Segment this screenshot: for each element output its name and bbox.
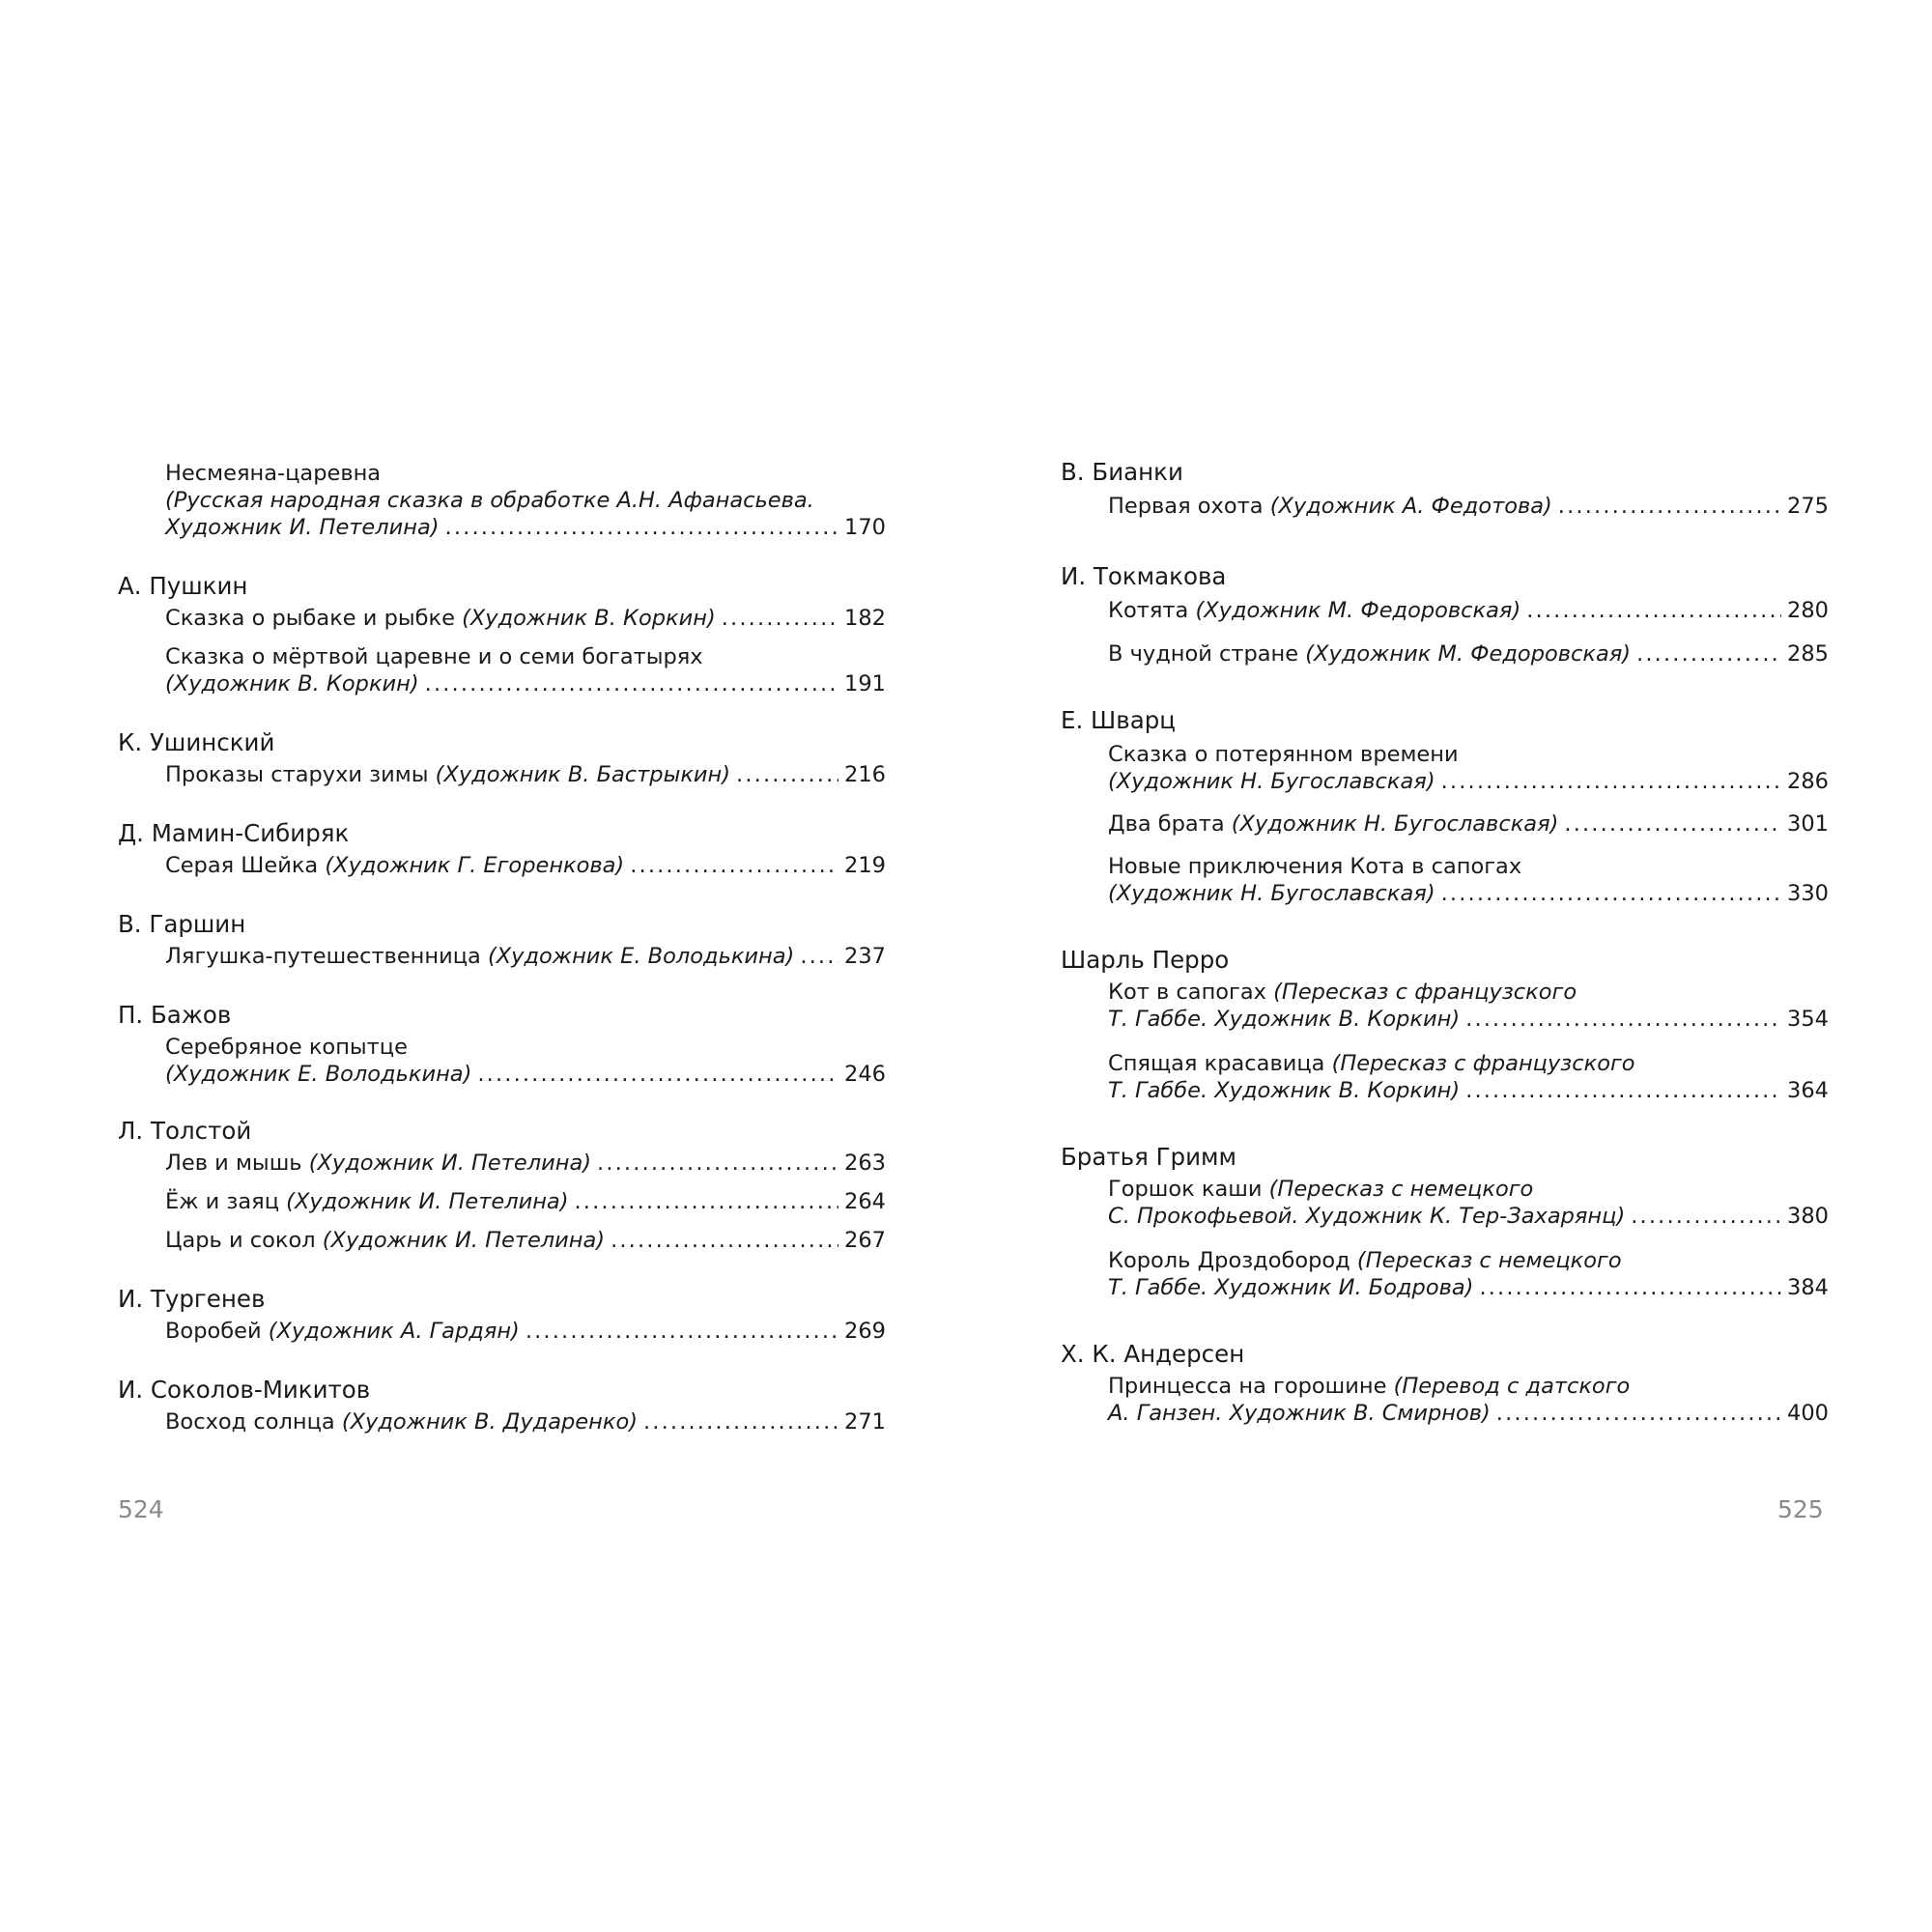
author-heading: Л. Толстой [118, 1117, 252, 1145]
entry-title: Король Дроздобород [1108, 1248, 1350, 1273]
entry-note: (Художник Н. Бугославская) [1108, 881, 1435, 906]
entry-title: Воробей [165, 1319, 262, 1344]
author-heading: В. Гаршин [118, 910, 246, 938]
page-ref: 285 [1787, 641, 1829, 667]
toc-entry [118, 1318, 886, 1345]
entry-note: (Художник И. Петелина) [286, 1189, 569, 1214]
entry-note: (Перевод с датского [1393, 1374, 1631, 1399]
entry-title: Проказы старухи зимы [165, 762, 429, 787]
page-ref: 301 [1787, 811, 1829, 837]
entry-title: Несмеяна-царевна [165, 461, 382, 486]
toc-entry [118, 1227, 886, 1254]
toc-entry [118, 852, 886, 879]
entry-title: Лягушка-путешественница [165, 944, 481, 969]
entry-title: Сказка о рыбаке и рыбке [165, 606, 455, 631]
toc-entry [1061, 979, 1829, 1033]
author-heading: В. Бианки [1061, 458, 1183, 486]
page-ref: 267 [844, 1228, 886, 1253]
dot-leader [1465, 1006, 1781, 1033]
entry-note: (Художник В. Коркин) [462, 606, 716, 631]
dot-leader [526, 1318, 838, 1345]
dot-leader [722, 605, 838, 632]
page-ref: 280 [1787, 598, 1829, 623]
left-page [118, 454, 886, 1435]
entry-note: (Художник М. Федоровская) [1305, 641, 1632, 667]
toc-entry [1061, 493, 1829, 520]
entry-note: (Пересказ с французского [1331, 1051, 1635, 1076]
page-ref: 330 [1787, 881, 1829, 906]
entry-note: (Художник М. Федоровская) [1195, 598, 1521, 623]
dot-leader [736, 761, 838, 788]
entry-note: (Художник В. Бастрыкин) [435, 762, 731, 787]
entry-title: Два брата [1108, 811, 1225, 837]
right-page [1061, 454, 1829, 1427]
toc-entry [118, 943, 886, 970]
page-ref: 380 [1787, 1204, 1829, 1229]
author-heading: И. Тургенев [118, 1285, 266, 1313]
entry-note: (Художник В. Дударенко) [341, 1409, 638, 1435]
entry-note: (Русская народная сказка в обработке А.Н. Афанасьева. [165, 488, 814, 513]
entry-title: Горшок каши [1108, 1177, 1263, 1202]
dot-leader [1558, 493, 1781, 520]
page-ref: 384 [1787, 1275, 1829, 1300]
dot-leader [1631, 1203, 1781, 1230]
entry-title: Ёж и заяц [165, 1189, 280, 1214]
toc-entry [1061, 1373, 1829, 1427]
dot-leader [1441, 768, 1781, 795]
dot-leader [611, 1227, 838, 1254]
dot-leader [1636, 640, 1781, 668]
author-heading: Братья Гримм [1061, 1143, 1236, 1171]
entry-title: Принцесса на горошине [1108, 1374, 1387, 1399]
author-heading: А. Пушкин [118, 572, 248, 600]
author-heading: Шарль Перро [1061, 946, 1230, 974]
toc-entry [1061, 1247, 1829, 1301]
dot-leader [574, 1188, 838, 1215]
entry-note: (Художник А. Федотова) [1269, 494, 1552, 519]
author-heading: И. Токмакова [1061, 562, 1227, 590]
page-number-left: 524 [118, 1495, 164, 1523]
dot-leader [643, 1408, 838, 1435]
dot-leader [1564, 810, 1781, 838]
author-heading: П. Бажов [118, 1001, 232, 1029]
toc-entry [118, 1034, 886, 1088]
author-heading: И. Соколов-Микитов [118, 1376, 371, 1404]
toc-entry [118, 643, 886, 697]
entry-title: Кот в сапогах [1108, 980, 1266, 1005]
page-ref: 219 [844, 853, 886, 878]
entry-note: Художник И. Петелина) [165, 515, 440, 540]
entry-note: С. Прокофьевой. Художник К. Тер-Захарянц) [1108, 1204, 1626, 1229]
entry-title: Царь и сокол [165, 1228, 316, 1253]
entry-title: Лев и мышь [165, 1151, 302, 1176]
page-number-right: 525 [1777, 1495, 1824, 1523]
page-ref: 170 [844, 515, 886, 540]
toc-entry [118, 605, 886, 632]
page-ref: 400 [1787, 1401, 1829, 1426]
entry-title: В чудной стране [1108, 641, 1299, 667]
page-ref: 191 [844, 671, 886, 696]
page-ref: 275 [1787, 494, 1829, 519]
entry-title: Серая Шейка [165, 853, 319, 878]
toc-entry [118, 460, 886, 541]
dot-leader [1465, 1077, 1781, 1104]
page-ref: 246 [844, 1062, 886, 1087]
author-heading: Х. К. Андерсен [1061, 1340, 1245, 1368]
entry-note: (Художник Е. Володькина) [487, 944, 795, 969]
toc-entry [118, 761, 886, 788]
toc-entry [1061, 1050, 1829, 1104]
toc-entry [118, 1408, 886, 1435]
dot-leader [800, 943, 838, 970]
entry-note: (Художник Е. Володькина) [165, 1062, 472, 1087]
page-ref: 263 [844, 1151, 886, 1176]
dot-leader [477, 1061, 838, 1088]
entry-note: (Художник Н. Бугославская) [1231, 811, 1559, 837]
entry-note: (Художник А. Гардян) [268, 1319, 520, 1344]
dot-leader [425, 670, 838, 697]
author-heading: Е. Шварц [1061, 706, 1176, 734]
dot-leader [1479, 1274, 1781, 1301]
page-ref: 354 [1787, 1007, 1829, 1032]
entry-note: А. Ганзен. Художник В. Смирнов) [1108, 1401, 1491, 1426]
dot-leader [597, 1150, 838, 1177]
page-ref: 269 [844, 1319, 886, 1344]
page-ref: 237 [844, 944, 886, 969]
page-ref: 271 [844, 1409, 886, 1435]
page-ref: 264 [844, 1189, 886, 1214]
entry-title: Котята [1108, 598, 1189, 623]
entry-title: Сказка о потерянном времени [1108, 742, 1459, 767]
entry-note: Т. Габбе. Художник В. Коркин) [1108, 1007, 1461, 1032]
entry-title: Сказка о мёртвой царевне и о семи богатырях [165, 644, 703, 669]
toc-entry [1061, 741, 1829, 795]
entry-note: (Художник И. Петелина) [308, 1151, 592, 1176]
dot-leader [445, 514, 839, 541]
entry-note: (Художник В. Коркин) [165, 671, 419, 696]
entry-note: (Художник Г. Егоренкова) [325, 853, 625, 878]
page-ref: 182 [844, 606, 886, 631]
dot-leader [1441, 880, 1781, 907]
toc-entry [1061, 597, 1829, 624]
toc-entry [1061, 810, 1829, 838]
page-ref: 364 [1787, 1078, 1829, 1103]
toc-entry [118, 1188, 886, 1215]
dot-leader [630, 852, 838, 879]
author-heading: К. Ушинский [118, 728, 275, 756]
entry-note: (Художник Н. Бугославская) [1108, 769, 1435, 794]
author-heading: Д. Мамин-Сибиряк [118, 819, 350, 847]
page-ref: 216 [844, 762, 886, 787]
entry-title: Восход солнца [165, 1409, 335, 1435]
entry-note: (Пересказ с французского [1273, 980, 1577, 1005]
entry-title: Серебряное копытце [165, 1035, 408, 1060]
entry-title: Спящая красавица [1108, 1051, 1325, 1076]
entry-note: (Художник И. Петелина) [322, 1228, 606, 1253]
toc-entry [1061, 1176, 1829, 1230]
entry-title: Первая охота [1108, 494, 1264, 519]
dot-leader [1526, 597, 1781, 624]
entry-note: (Пересказ с немецкого [1356, 1248, 1622, 1273]
entry-note: Т. Габбе. Художник И. Бодрова) [1108, 1275, 1474, 1300]
toc-entry [1061, 853, 1829, 907]
toc-entry [1061, 640, 1829, 668]
toc-entry [118, 1150, 886, 1177]
entry-title: Новые приключения Кота в сапогах [1108, 854, 1522, 879]
entry-note: Т. Габбе. Художник В. Коркин) [1108, 1078, 1461, 1103]
entry-note: (Пересказ с немецкого [1268, 1177, 1534, 1202]
page-ref: 286 [1787, 769, 1829, 794]
dot-leader [1496, 1400, 1781, 1427]
